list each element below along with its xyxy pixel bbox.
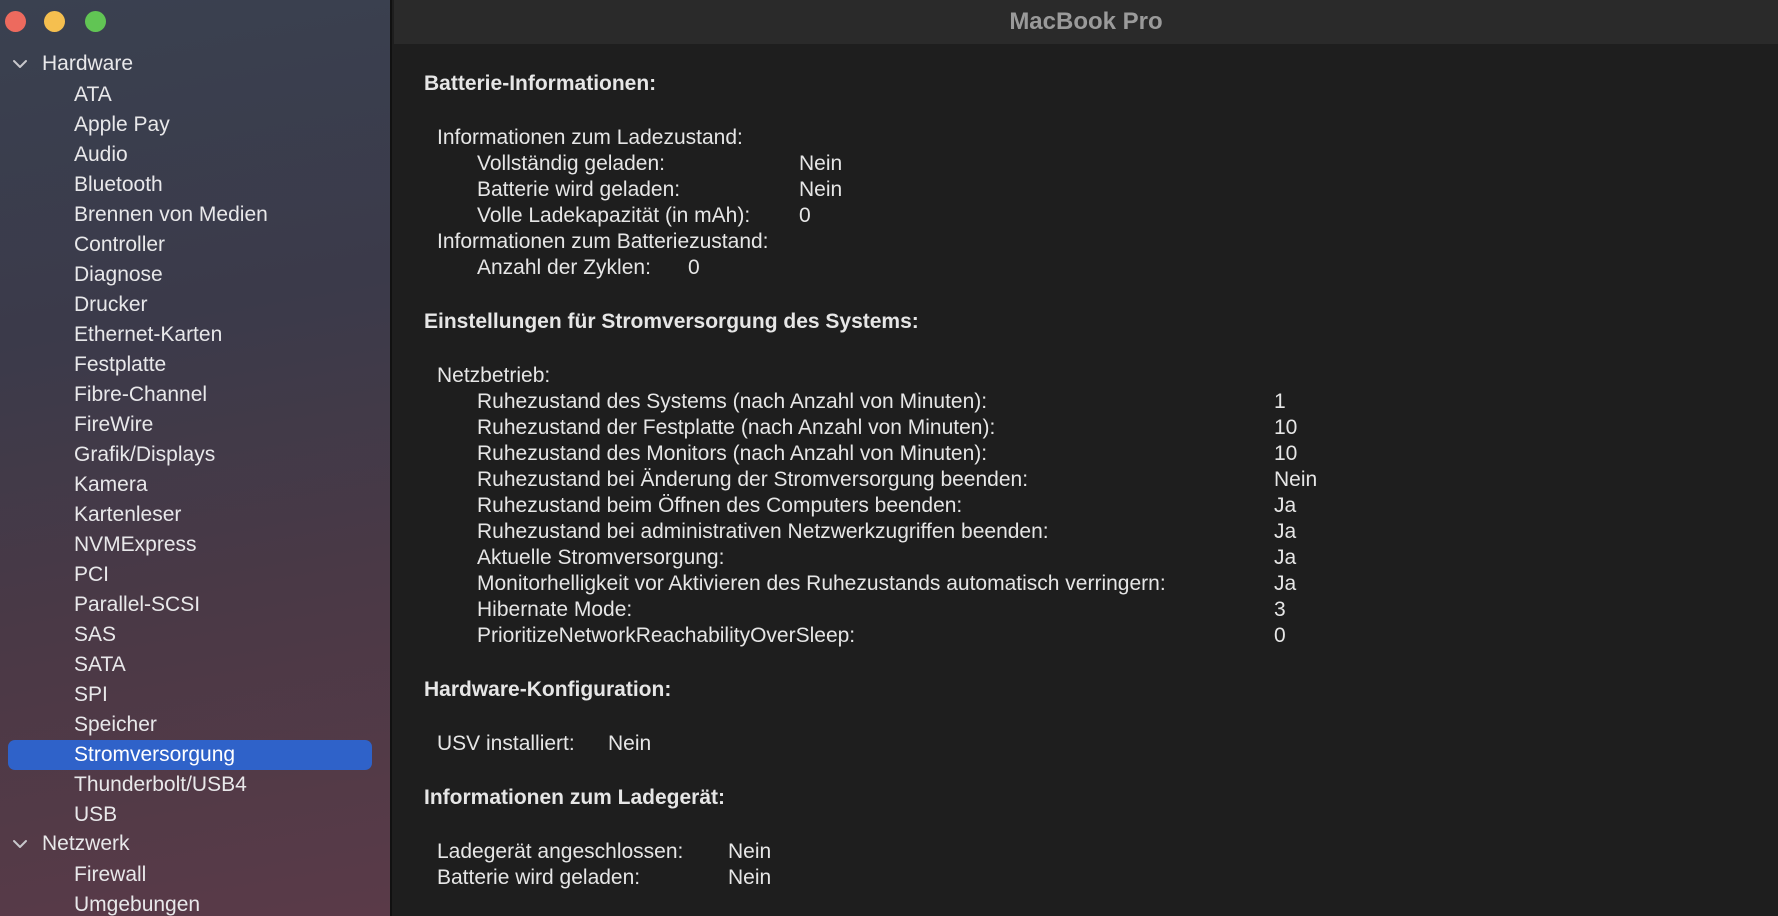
detail-pane [394,44,1778,916]
power-setting-value: Ja [1274,494,1297,517]
sidebar-item-brennen-von-medien[interactable]: Brennen von Medien [74,203,268,226]
title-bar [394,0,1778,44]
sidebar-item-umgebungen[interactable]: Umgebungen [74,893,201,916]
charger-battery-charging-value: Nein [728,866,772,889]
sidebar-item-kartenleser[interactable]: Kartenleser [74,503,182,526]
sidebar-item-fibre-channel[interactable]: Fibre-Channel [74,383,208,406]
sidebar-group-label: Hardware [42,52,134,75]
sidebar-item-diagnose[interactable]: Diagnose [74,263,163,286]
battery-charging-label: Batterie wird geladen: [477,178,681,201]
power-setting-label: Ruhezustand der Festplatte (nach Anzahl von Minuten): [477,416,996,439]
cycle-count-label: Anzahl der Zyklen: [477,256,651,279]
sidebar-item-festplatte[interactable]: Festplatte [74,353,167,376]
power-setting-label: PrioritizeNetworkReachabilityOverSleep: [477,624,856,647]
close-window-button[interactable] [5,11,26,32]
power-setting-value: 0 [1274,624,1286,647]
battery-charging-value: Nein [799,178,843,201]
power-setting-label: Ruhezustand des Monitors (nach Anzahl von Minuten): [477,442,988,465]
window-title: MacBook Pro [1009,8,1163,35]
health-info-label: Informationen zum Batteriezustand: [437,230,769,253]
sidebar-item-grafik-displays[interactable]: Grafik/Displays [74,443,216,466]
sidebar [0,0,392,916]
sidebar-item-firewall[interactable]: Firewall [74,863,147,886]
sidebar-group-netzwerk[interactable] [12,830,130,858]
sidebar-item-sata[interactable]: SATA [74,653,126,676]
sidebar-item-speicher[interactable]: Speicher [74,713,157,736]
fully-charged-value: Nein [799,152,843,175]
charge-info-label: Informationen zum Ladezustand: [437,126,743,149]
ups-installed-value: Nein [608,732,652,755]
minimize-window-button[interactable] [44,11,65,32]
section-heading-battery-info: Batterie-Informationen: [424,72,657,95]
ups-installed-label: USV installiert: [437,732,575,755]
charger-connected-label: Ladegerät angeschlossen: [437,840,684,863]
power-setting-label: Aktuelle Stromversorgung: [477,546,725,569]
power-setting-value: 3 [1274,598,1286,621]
sidebar-item-sas[interactable]: SAS [74,623,117,646]
power-setting-value: Ja [1274,546,1297,569]
sidebar-item-stromversorgung[interactable]: Stromversorgung [8,740,372,770]
power-setting-value: 1 [1274,390,1286,413]
sidebar-item-usb[interactable]: USB [74,803,118,826]
zoom-window-button[interactable] [85,11,106,32]
ac-power-label: Netzbetrieb: [437,364,551,387]
fully-charged-label: Vollständig geladen: [477,152,665,175]
power-setting-label: Ruhezustand bei administrativen Netzwerkzugriffen beenden: [477,520,1049,543]
sidebar-item-controller[interactable]: Controller [74,233,166,256]
section-heading-power-settings: Einstellungen für Stromversorgung des Systems: [424,310,919,333]
section-heading-hardware-config: Hardware-Konfiguration: [424,678,672,701]
power-setting-label: Ruhezustand bei Änderung der Stromversorgung beenden: [477,468,1029,491]
power-setting-value: 10 [1274,442,1298,465]
cycle-count-value: 0 [688,256,700,279]
full-capacity-value: 0 [799,204,811,227]
sidebar-item-drucker[interactable]: Drucker [74,293,148,316]
power-setting-value: Nein [1274,468,1318,491]
sidebar-item-apple-pay[interactable]: Apple Pay [74,113,170,136]
sidebar-item-pci[interactable]: PCI [74,563,110,586]
power-setting-label: Ruhezustand des Systems (nach Anzahl von Minuten): [477,390,988,413]
sidebar-item-firewire[interactable]: FireWire [74,413,154,436]
sidebar-group-hardware[interactable] [12,50,133,78]
charger-connected-value: Nein [728,840,772,863]
sidebar-item-spi[interactable]: SPI [74,683,108,706]
section-heading-charger-info: Informationen zum Ladegerät: [424,786,726,809]
power-setting-value: Ja [1274,520,1297,543]
power-setting-value: Ja [1274,572,1297,595]
power-setting-label: Ruhezustand beim Öffnen des Computers beenden: [477,494,963,517]
chevron-down-icon [12,56,28,72]
sidebar-item-ata[interactable]: ATA [74,83,112,106]
sidebar-item-bluetooth[interactable]: Bluetooth [74,173,163,196]
sidebar-item-thunderbolt-usb4[interactable]: Thunderbolt/USB4 [74,773,247,796]
sidebar-group-label: Netzwerk [42,832,130,855]
sidebar-item-nvmexpress[interactable]: NVMExpress [74,533,197,556]
sidebar-item-audio[interactable]: Audio [74,143,128,166]
sidebar-item-parallel-scsi[interactable]: Parallel-SCSI [74,593,201,616]
charger-battery-charging-label: Batterie wird geladen: [437,866,641,889]
power-setting-value: 10 [1274,416,1298,439]
power-setting-label: Monitorhelligkeit vor Aktivieren des Ruhezustands automatisch verringern: [477,572,1166,595]
chevron-down-icon [12,836,28,852]
power-setting-label: Hibernate Mode: [477,598,633,621]
sidebar-item-ethernet-karten[interactable]: Ethernet-Karten [74,323,223,346]
sidebar-item-kamera[interactable]: Kamera [74,473,148,496]
full-capacity-label: Volle Ladekapazität (in mAh): [477,204,751,227]
